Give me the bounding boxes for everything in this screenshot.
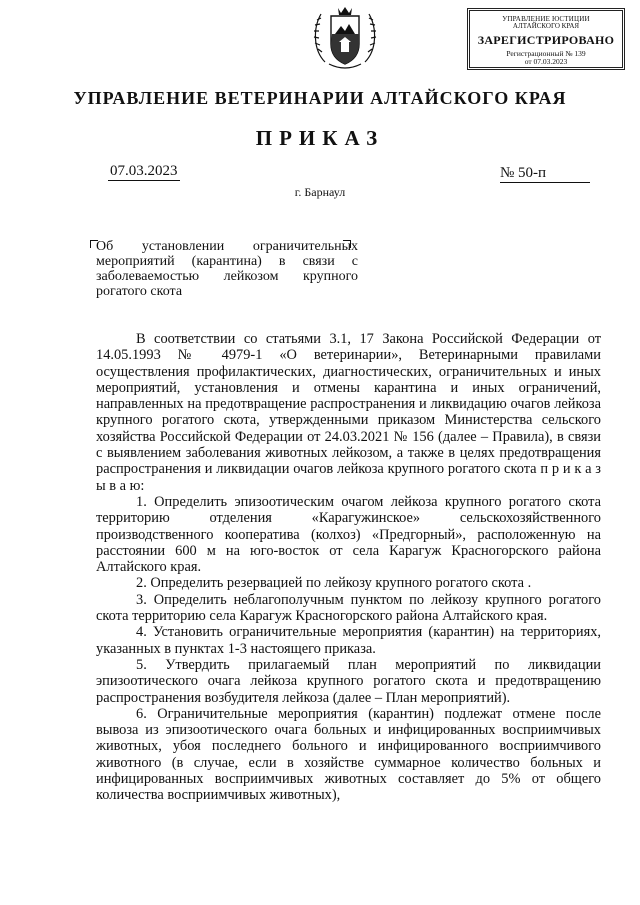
paragraph-item-1: 1. Определить эпизоотическим очагом лейкоза крупного рогатого скота территорию отделения «Карагужинское» сельскохозяйственного производственного кооператива (колхоз) «Предгорный», расположенную на расстоянии 600 м на юго-восток от села Карагуж Красногорского района Алтайского края. (96, 493, 601, 576)
document-type: ПРИКАЗ (255, 126, 385, 150)
paragraph-item-5: 5. Утвердить прилагаемый план мероприятий по ликвидации эпизоотического очага лейкоза крупного рогатого скота и предотвращению распространения возбудителя лейкоза (далее – План мероприятий). (96, 656, 601, 706)
order-number: № 50-п (500, 165, 590, 183)
order-date: 07.03.2023 (110, 163, 178, 179)
coat-of-arms-icon (311, 4, 379, 74)
paragraph-preamble: В соответствии со статьями 3.1, 17 Закона Российской Федерации от 14.05.1993 № 4979-1 «О ветеринарии», Ветеринарными правилами осуществления профилактических, диагностических, ограничительных и иных мероприятий, установления и отмены карантина и иных ограничений, направленных на предотвращение распространения и ликвидацию очагов лейкоза крупного рогатого скота, утвержденными приказом Министерства сельского хозяйства Российской Федерации от 24.03.2021 № 156 (далее – Правила), в связи с выявлением заболевания животных лейкозом, а также в целях предотвращения распространения и ликвидации очагов лейкоза крупного рогатого скота п р и к а з ы в а ю: (96, 331, 601, 494)
stamp-line-2: АЛТАЙСКОГО КРАЯ (512, 22, 580, 30)
stamp-line-1: УПРАВЛЕНИЕ ЮСТИЦИИ (502, 15, 590, 23)
order-subject: Об установлении ограничительных мероприятий (карантина) в связи с заболеваемостью лейкозом крупного рогатого скота (96, 239, 358, 299)
stamp-line-4: Регистрационный № 139 (506, 49, 586, 58)
paragraph-item-4: 4. Установить ограничительные мероприятия (карантин) на территориях, указанных в пунктах 1-3 настоящего приказа. (96, 624, 601, 657)
paragraph-item-3: 3. Определить неблагополучным пунктом по лейкозу крупного рогатого скота территорию села Карагуж Красногорского района Алтайского края. (96, 591, 601, 625)
stamp-line-5: от 07.03.2023 (524, 57, 568, 66)
city: г. Барнаул (294, 185, 346, 199)
order-body (96, 331, 601, 804)
paragraph-item-6: 6. Ограничительные мероприятия (карантин) подлежат отмене после вывоза из эпизоотического очага больных и инфицированных восприимчивых животных, убоя последнего больного и инфицированного восприимчивого животного (в случае, если в хозяйстве суммарное количество больных и инфицированных восприимчивых животных составляет до 5% от общего количества восприимчивых животных), (96, 705, 601, 804)
registration-stamp (467, 8, 625, 70)
organization-title: УПРАВЛЕНИЕ ВЕТЕРИНАРИИ АЛТАЙСКОГО КРАЯ (73, 88, 567, 108)
paragraph-item-2: 2. Определить резервацией по лейкозу крупного рогатого скота . (136, 575, 532, 592)
stamp-line-3: ЗАРЕГИСТРИРОВАНО (477, 33, 615, 47)
